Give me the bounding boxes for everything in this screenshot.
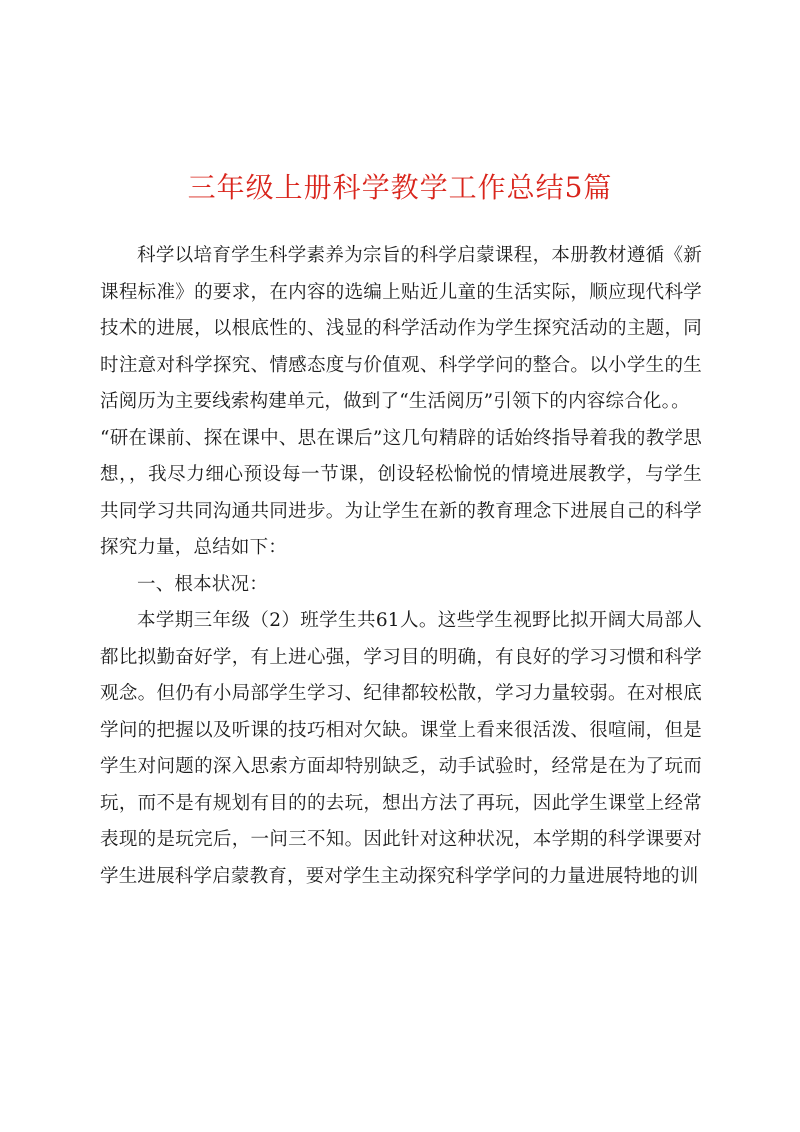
document-title: 三年级上册科学教学工作总结5篇 xyxy=(187,171,613,204)
document-body xyxy=(100,238,702,895)
paragraph-intro: 科学以培育学生科学素养为宗旨的科学启蒙课程，本册教材遵循《新课程标准》的要求，在内容的选编上贴近儿童的生活实际，顺应现代科学技术的进展，以根底性的、浅显的科学活动作为学生探究活动的主题，同时注意对科学探究、情感态度与价值观、科学学问的整合。以小学生的生活阅历为主要线索构建单元，做到了“生活阅历”引领下的内容综合化。。 xyxy=(100,245,702,412)
paragraph-basic-situation: 本学期三年级（2）班学生共61人。这些学生视野比拟开阔大局部人都比拟勤奋好学，有上进心强，学习目的明确，有良好的学习习惯和科学观念。但仍有小局部学生学习、纪律都较松散，学习力量较弱。在对根底学问的把握以及听课的技巧相对欠缺。课堂上看来很活泼、很喧闹，但是学生对问题的深入思索方面却特别缺乏，动手试验时，经常是在为了玩而玩，而不是有规划有目的的去玩，想出方法了再玩，因此学生课堂上经常表现的是玩完后，一问三不知。因此针对这种状况，本学期的科学课要对学生进展科学启蒙教育，要对学生主动探究科学学问的力量进展特地的训 xyxy=(100,610,702,887)
section-heading-basic-situation: 一、根本状况： xyxy=(137,573,268,595)
paragraph-motto: “研在课前、探在课中、思在课后”这几句精辟的话始终指导着我的教学思想，，我尽力细心预设每一节课，创设轻松愉悦的情境进展教学，与学生共同学习共同沟通共同进步。为让学生在新的教育理念下进展自己的科学探究力量，总结如下： xyxy=(100,427,702,558)
